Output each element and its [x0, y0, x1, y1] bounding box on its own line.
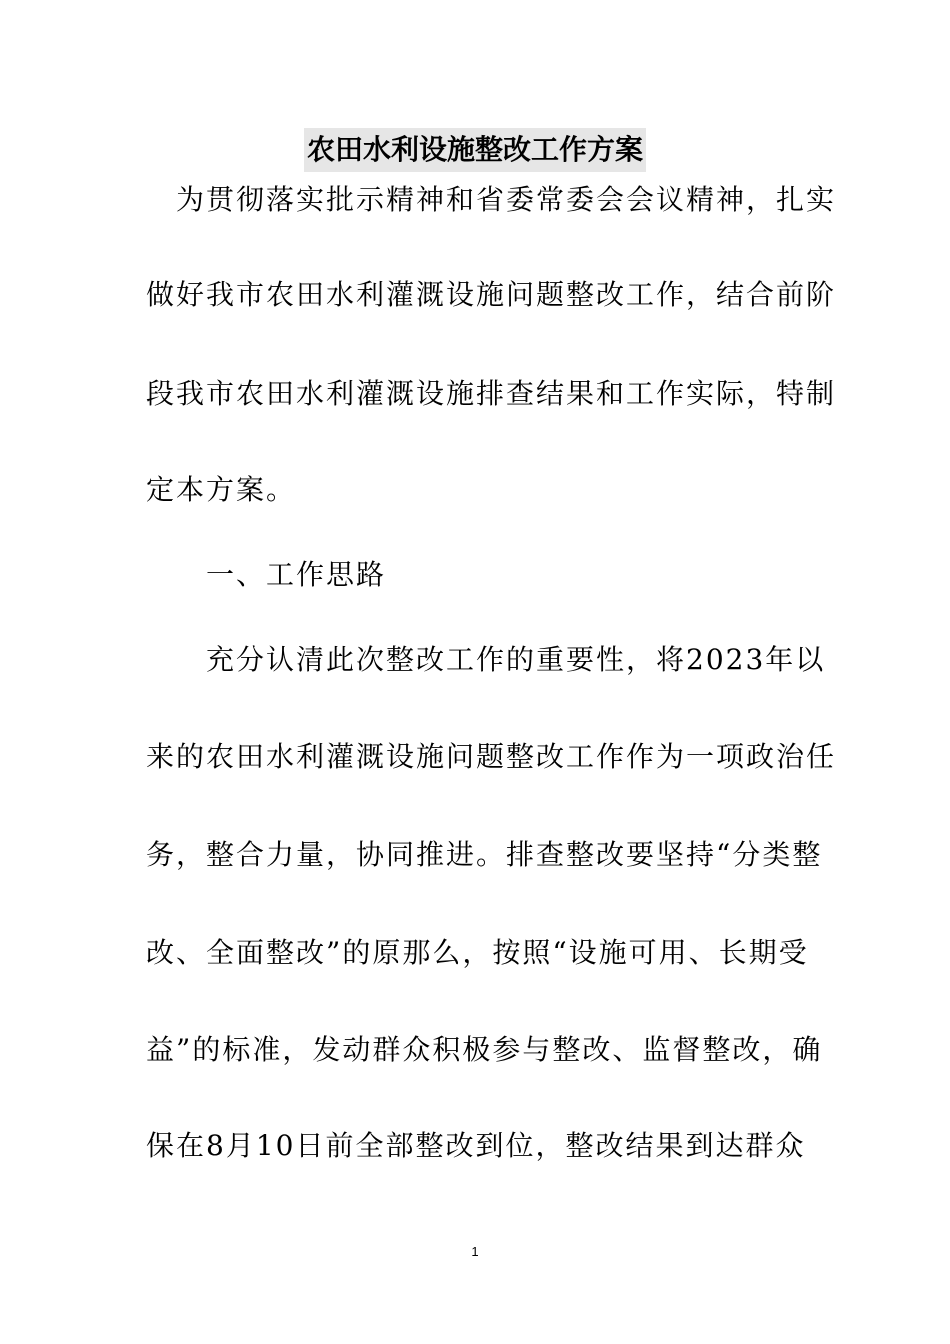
page-number: 1 — [471, 1244, 479, 1259]
body-line-5: 充分认清此次整改工作的重要性，将2023年以 — [146, 643, 826, 676]
body-line-4: 定本方案。 — [146, 473, 297, 506]
document-title: 农田水利设施整改工作方案 — [304, 128, 646, 172]
section-heading-1: 一、工作思路 — [146, 558, 387, 591]
title-container — [0, 128, 950, 172]
body-line-7: 务，整合力量，协同推进。排查整改要坚持“分类整 — [146, 838, 823, 871]
body-line-6: 来的农田水利灌溉设施问题整改工作作为一项政治任 — [146, 740, 837, 773]
body-line-9: 益”的标准，发动群众积极参与整改、监督整改，确 — [146, 1033, 823, 1066]
body-line-2: 做好我市农田水利灌溉设施问题整改工作，结合前阶 — [146, 278, 837, 311]
body-line-1: 为贯彻落实批示精神和省委常委会会议精神，扎实 — [146, 183, 837, 216]
body-line-8: 改、全面整改”的原那么，按照“设施可用、长期受 — [146, 936, 809, 969]
body-line-10: 保在8月10日前全部整改到位，整改结果到达群众 — [146, 1129, 806, 1162]
body-line-3: 段我市农田水利灌溉设施排查结果和工作实际，特制 — [146, 377, 837, 410]
